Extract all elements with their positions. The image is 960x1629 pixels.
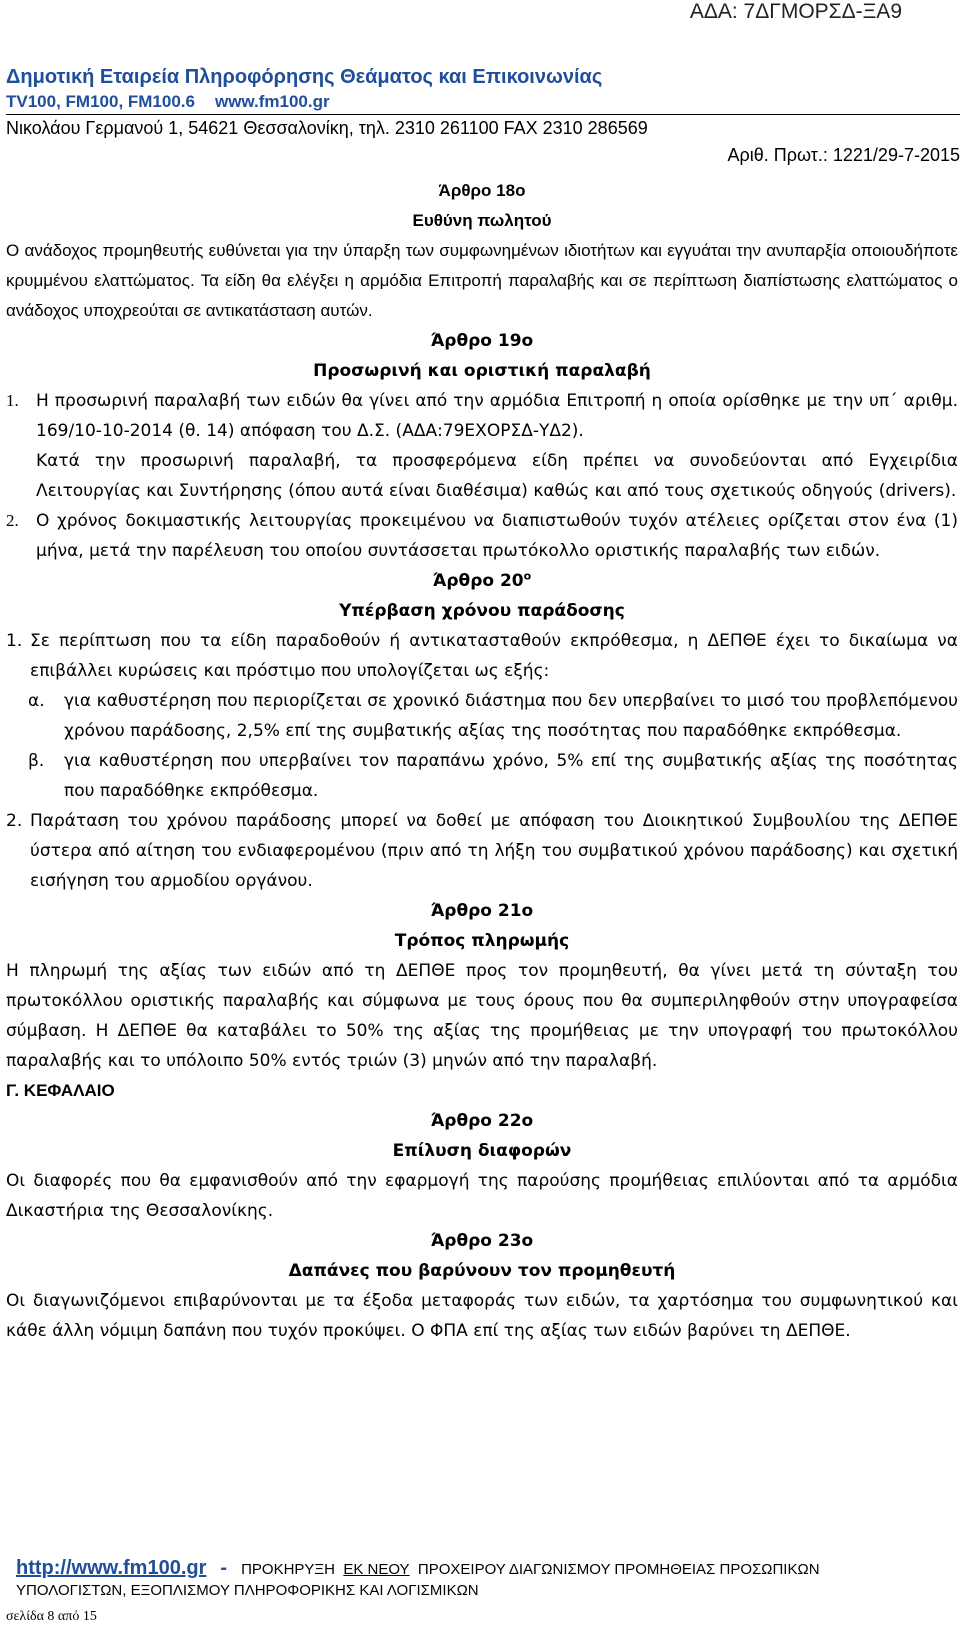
article-22-subtitle: Επίλυση διαφορών bbox=[392, 1141, 572, 1161]
item-number: 1. bbox=[6, 391, 19, 410]
article-21-text: Η πληρωμή της αξίας των ειδών από τη ΔΕΠΘΕ προς τον προμηθευτή, θα γίνει μετά τη σύνταξη του πρωτοκόλλου οριστικής παραλαβής και σύμφωνα με τους όρους που θα συμπεριληφθούν στην υπογραφείσα σύμβαση. Η ΔΕΠΘΕ θα καταβάλει το 50% της αξίας της προμήθειας με την υπογραφή του πρωτοκόλλου παραλαβής και το υπόλοιπο 50% εντός τριών (3) μηνών από την παραλαβή. bbox=[6, 961, 958, 1071]
article-20-subitem-a bbox=[28, 686, 958, 746]
article-19-title: Άρθρο 19ο bbox=[430, 331, 534, 351]
item-text: Παράταση του χρόνου παράδοσης μπορεί να δοθεί με απόφαση του Διοικητικού Συμβουλίου της ΔΕΠΘΕ ύστερα από αίτηση του ενδιαφερομένου (πριν από τη λήξη του συμβατικού χρόνου παράδοσης) και σχετική εισήγηση του αρμοδίου οργάνου. bbox=[30, 811, 958, 891]
header-divider bbox=[6, 114, 960, 115]
article-18-subtitle: Ευθύνη πωλητού bbox=[412, 211, 552, 230]
article-19-item-1 bbox=[6, 386, 958, 446]
chapter-heading: Γ. ΚΕΦΑΛΑΙΟ bbox=[6, 1081, 115, 1100]
item-text: Σε περίπτωση που τα είδη παραδοθούν ή αντικατασταθούν εκπρόθεσμα, η ΔΕΠΘΕ έχει το δικαίωμα να επιβάλλει κυρώσεις και πρόστιμο που υπολογίζεται ως εξής: bbox=[30, 631, 958, 681]
footer-dash: - bbox=[220, 1557, 228, 1579]
page-number: σελίδα 8 από 15 bbox=[6, 1609, 97, 1624]
org-website[interactable]: www.fm100.gr bbox=[214, 92, 330, 111]
organization-name: Δημοτική Εταιρεία Πληροφόρησης Θεάματος και Επικοινωνίας bbox=[6, 66, 603, 88]
item-text: Ο χρόνος δοκιμαστικής λειτουργίας προκειμένου να διαπιστωθούν τυχόν ατέλειες ορίζεται στον ένα (1) μήνα, μετά την παρέλευση του οποίου συντάσσεται πρωτόκολλο οριστικής παραλαβής των ειδών. bbox=[36, 511, 958, 561]
protocol-number: Αριθ. Πρωτ.: 1221/29-7-2015 bbox=[727, 145, 960, 165]
article-19-item-2 bbox=[6, 506, 958, 566]
subitem-letter: β. bbox=[28, 751, 45, 771]
item-text: Η προσωρινή παραλαβή των ειδών θα γίνει από την αρμόδια Επιτροπή η οποία ορίσθηκε με την υπ΄ αριθμ. 169/10-10-2014 (θ. 14) απόφαση του Δ.Σ. (ΑΔΑ:79ΕΧΟΡΣΔ-ΥΔ2). bbox=[36, 391, 958, 441]
subitem-text: για καθυστέρηση που υπερβαίνει τον παραπάνω χρόνο, 5% επί της συμβατικής αξίας της ποσότητας που παραδόθηκε εκπρόθεσμα. bbox=[64, 751, 958, 801]
item-number: 1. bbox=[6, 631, 23, 651]
item-number: 2. bbox=[6, 511, 19, 530]
item-number: 2. bbox=[6, 811, 23, 831]
article-20-item-1 bbox=[6, 626, 958, 686]
article-19-item-1-continuation: Κατά την προσωρινή παραλαβή, τα προσφερόμενα είδη πρέπει να συνοδεύονται από Εγχειρίδια Λειτουργίας και Συντήρησης (όπου αυτά είναι διαθέσιμα) καθώς και από τους σχετικούς οδηγούς (drivers). bbox=[36, 451, 958, 501]
article-20-title-sup: ο bbox=[523, 569, 532, 583]
article-20-title-text: Άρθρο 20 bbox=[432, 571, 524, 591]
org-frequencies: TV100, FM100, FM100.6 bbox=[6, 92, 195, 111]
organization-address: Νικολάου Γερμανού 1, 54621 Θεσσαλονίκη, τηλ. 2310 261100 FAX 2310 286569 bbox=[6, 118, 648, 138]
article-21-title: Άρθρο 21ο bbox=[430, 901, 534, 921]
article-20-item-2 bbox=[6, 806, 958, 896]
article-18-title: Άρθρο 18ο bbox=[438, 181, 526, 200]
ada-code: ΑΔΑ: 7ΔΓΜΟΡΣΔ-ΞΑ9 bbox=[689, 0, 902, 23]
article-20-title bbox=[6, 566, 958, 596]
footer-link[interactable]: http://www.fm100.gr bbox=[16, 1557, 207, 1579]
footer-title-a: ΠΡΟΚΗΡΥΞΗ bbox=[241, 1561, 335, 1578]
subitem-letter: α. bbox=[28, 691, 45, 711]
article-18-text: Ο ανάδοχος προμηθευτής ευθύνεται για την ύπαρξη των συμφωνημένων ιδιοτήτων και εγγυάται την ανυπαρξία οποιουδήποτε κρυμμένου ελαττώματος. Τα είδη θα ελέγξει η αρμόδια Επιτροπή παραλαβής και σε περίπτωση διαπίστωσης ελαττώματος ο ανάδοχος υποχρεούται σε αντικατάσταση αυτών. bbox=[6, 241, 958, 320]
subitem-text: για καθυστέρηση που περιορίζεται σε χρονικό διάστημα που δεν υπερβαίνει το μισό του προβλεπόμενου χρόνου παράδοσης, 2,5% επί της συμβατικής αξίας της ποσότητας που παραδόθηκε εκπρόθεσμα. bbox=[64, 691, 958, 741]
article-23-text: Οι διαγωνιζόμενοι επιβαρύνονται με τα έξοδα μεταφοράς των ειδών, τα χαρτόσημα του συμφωνητικού και κάθε άλλη νόμιμη δαπάνη που τυχόν προκύψει. Ο ΦΠΑ επί της αξίας των ειδών βαρύνει τη ΔΕΠΘΕ. bbox=[6, 1291, 958, 1341]
article-23-title: Άρθρο 23ο bbox=[430, 1231, 534, 1251]
footer-line-1 bbox=[16, 1557, 820, 1580]
footer-line-2: ΥΠΟΛΟΓΙΣΤΩΝ, ΕΞΟΠΛΙΣΜΟΥ ΠΛΗΡΟΦΟΡΙΚΗΣ ΚΑΙ ΛΟΓΙΣΜΙΚΩΝ bbox=[16, 1582, 479, 1599]
footer-title-b: ΕΚ ΝΕΟΥ bbox=[343, 1561, 410, 1578]
article-21-subtitle: Τρόπος πληρωμής bbox=[394, 931, 570, 951]
article-20-subtitle: Υπέρβαση χρόνου παράδοσης bbox=[339, 601, 625, 621]
article-19-subtitle: Προσωρινή και οριστική παραλαβή bbox=[313, 361, 651, 381]
article-20-subitem-b bbox=[28, 746, 958, 806]
article-22-text: Οι διαφορές που θα εμφανισθούν από την εφαρμογή της παρούσης προμήθειας επιλύονται από τα αρμόδια Δικαστήρια της Θεσσαλονίκης. bbox=[6, 1171, 958, 1221]
organization-channels bbox=[6, 92, 330, 112]
article-22-title: Άρθρο 22ο bbox=[430, 1111, 534, 1131]
footer-title-c: ΠΡΟΧΕΙΡΟΥ ΔΙΑΓΩΝΙΣΜΟΥ ΠΡΟΜΗΘΕΙΑΣ ΠΡΟΣΩΠΙΚΩΝ bbox=[417, 1561, 820, 1578]
document-body bbox=[6, 176, 958, 1346]
article-23-subtitle: Δαπάνες που βαρύνουν τον προμηθευτή bbox=[288, 1261, 676, 1281]
